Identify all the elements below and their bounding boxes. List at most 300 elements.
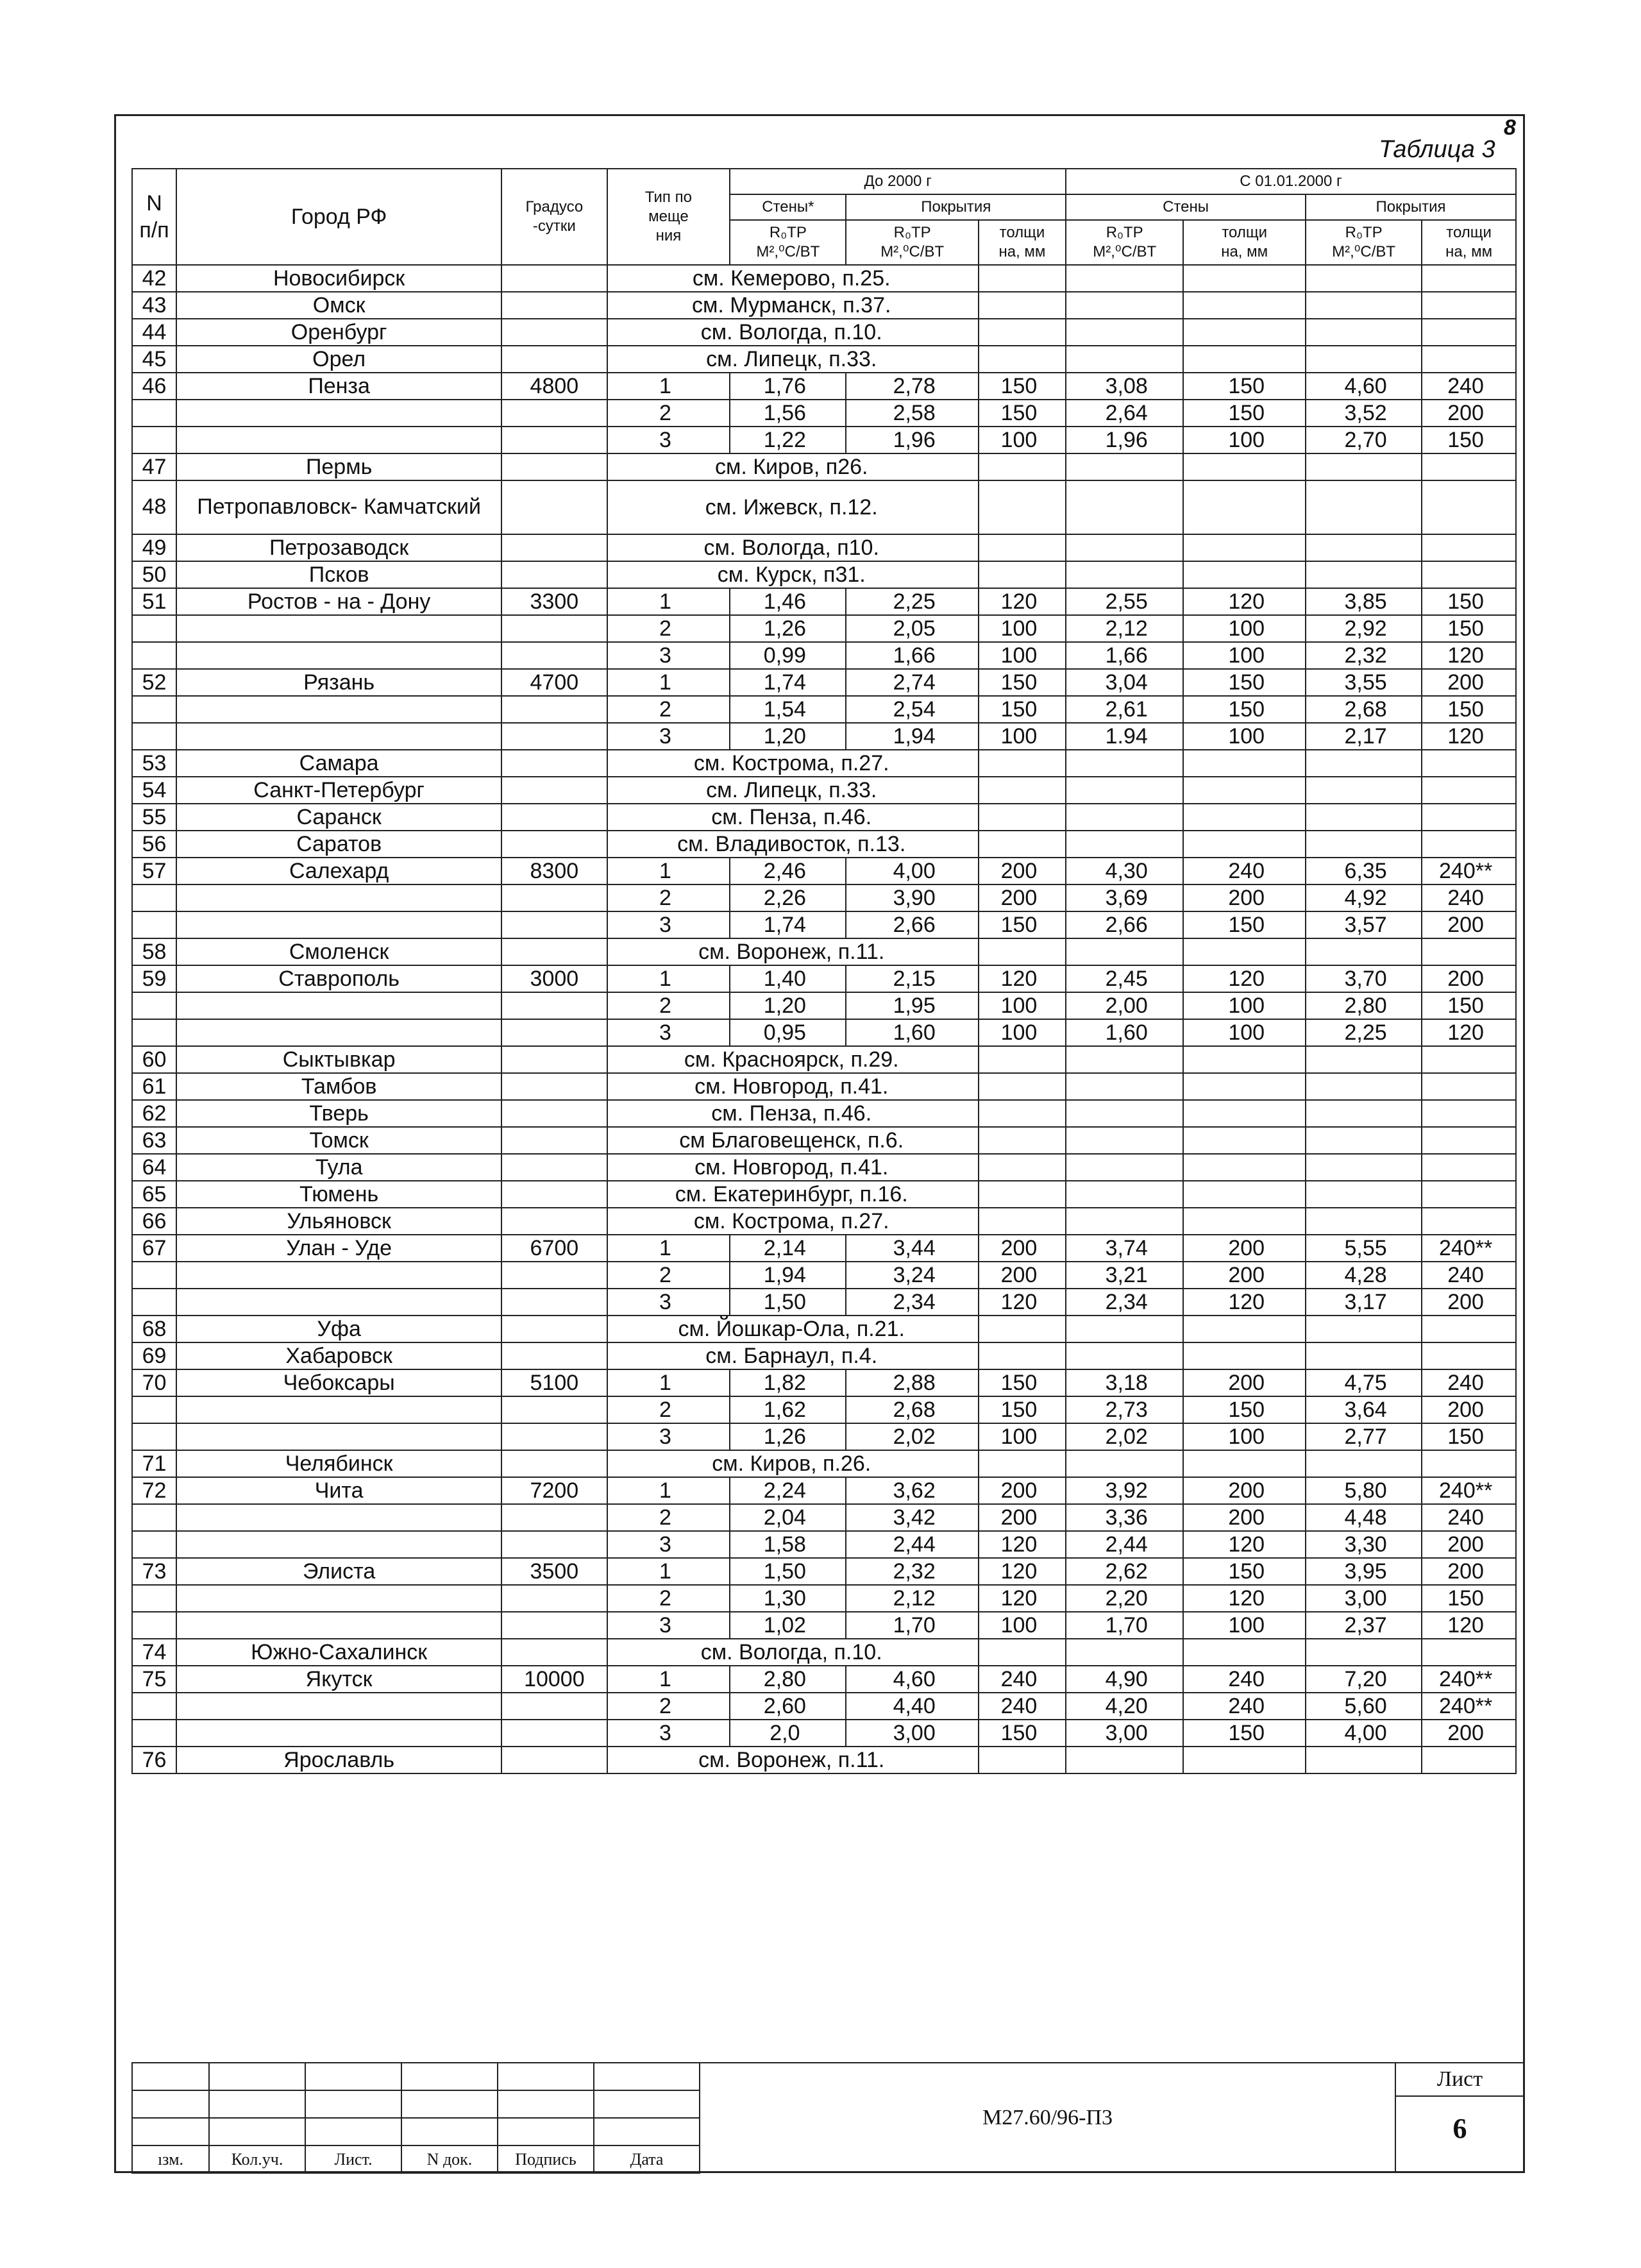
city-name: Улан - Уде [176,1235,501,1262]
empty-cell [1183,1316,1306,1342]
row-number [132,1019,176,1046]
r0tr-walls-old: 1,58 [730,1531,846,1558]
r0tr-cov-new: 2,92 [1306,615,1422,642]
thick-walls-new: 100 [1183,1019,1306,1046]
r0tr-cov-new: 2,17 [1306,723,1422,750]
r0tr-cov-new: 4,28 [1306,1262,1422,1289]
thick-cov-old: 150 [979,696,1066,723]
r0tr-walls-old: 1,20 [730,992,846,1019]
thick-cov-new: 200 [1422,1531,1516,1558]
table-row [132,1558,1516,1585]
stamp-cell [209,2063,305,2090]
degree-days [501,642,607,669]
table-title: Таблица 3 [1379,136,1495,163]
empty-cell [1422,1208,1516,1235]
empty-cell [979,1181,1066,1208]
table-row [132,1612,1516,1639]
room-type: 3 [607,723,730,750]
room-type: 1 [607,1666,730,1693]
empty-cell [501,1127,607,1154]
r0tr-cov-new: 2,70 [1306,427,1422,453]
r0tr-cov-new: 3,95 [1306,1558,1422,1585]
empty-cell [501,831,607,858]
thick-cov-old: 150 [979,669,1066,696]
table-row [132,965,1516,992]
stamp-cell [401,2118,498,2145]
row-number: 51 [132,588,176,615]
thick-cov-new: 120 [1422,642,1516,669]
table-row [132,696,1516,723]
header-r0tr-unit: R₀TP M²,⁰C/BT [1093,224,1157,260]
r0tr-walls-new: 3,21 [1066,1262,1183,1289]
r0tr-cov-old: 2,58 [846,400,978,427]
r0tr-cov-old: 3,90 [846,884,978,911]
degree-days [501,1693,607,1720]
degree-days [501,1612,607,1639]
city-name: Ростов - на - Дону [176,588,501,615]
r0tr-cov-new: 4,00 [1306,1720,1422,1747]
r0tr-cov-old: 1,94 [846,723,978,750]
city-name [176,1585,501,1612]
table-row [132,1639,1516,1666]
r0tr-cov-old: 2,32 [846,1558,978,1585]
thick-cov-new: 200 [1422,1396,1516,1423]
r0tr-walls-old: 2,26 [730,884,846,911]
table-row [132,265,1516,292]
stamp-cell [305,2090,401,2118]
r0tr-cov-old: 2,15 [846,965,978,992]
r0tr-walls-new: 4,30 [1066,858,1183,884]
table-row [132,1289,1516,1316]
city-name [176,615,501,642]
empty-cell [501,1316,607,1342]
room-type: 1 [607,965,730,992]
thick-walls-new: 100 [1183,723,1306,750]
reference-text: см. Кострома, п.27. [607,1208,979,1235]
row-number [132,1289,176,1316]
empty-cell [1183,319,1306,346]
row-number [132,400,176,427]
stamp-cell [401,2090,498,2118]
row-number [132,1504,176,1531]
thick-cov-new: 150 [1422,588,1516,615]
city-name: Орел [176,346,501,373]
thick-walls-new: 240 [1183,1666,1306,1693]
r0tr-cov-old: 4,00 [846,858,978,884]
r0tr-walls-new: 4,90 [1066,1666,1183,1693]
degree-days [501,1531,607,1558]
thick-cov-old: 120 [979,588,1066,615]
r0tr-cov-old: 4,60 [846,1666,978,1693]
row-number: 46 [132,373,176,400]
reference-text: см. Пенза, п.46. [607,804,979,831]
empty-cell [1306,561,1422,588]
empty-cell [501,1208,607,1235]
thick-cov-old: 150 [979,911,1066,938]
city-name: Петрозаводск [176,534,501,561]
degree-days [501,1585,607,1612]
r0tr-cov-new: 2,77 [1306,1423,1422,1450]
empty-cell [979,1127,1066,1154]
city-name [176,1396,501,1423]
empty-cell [1306,1450,1422,1477]
thick-cov-new: 240** [1422,1666,1516,1693]
row-number: 56 [132,831,176,858]
empty-cell [501,319,607,346]
city-name: Тамбов [176,1073,501,1100]
stamp-label-data: Дата [594,2145,700,2173]
empty-cell [1422,346,1516,373]
degree-days [501,723,607,750]
table-row [132,750,1516,777]
city-name [176,1612,501,1639]
empty-cell [979,804,1066,831]
city-name [176,992,501,1019]
empty-cell [501,292,607,319]
table-row [132,453,1516,480]
row-number [132,723,176,750]
empty-cell [1066,292,1183,319]
table-row [132,1585,1516,1612]
stamp-label-podpis: Подпись [498,2145,594,2173]
city-name [176,642,501,669]
header-n-label: N п/п [139,190,169,242]
thick-cov-old: 100 [979,427,1066,453]
header-walls-star: Стены* [730,194,846,220]
table-row [132,992,1516,1019]
empty-cell [979,534,1066,561]
thick-walls-new: 150 [1183,669,1306,696]
empty-cell [1422,1100,1516,1127]
r0tr-cov-old: 3,24 [846,1262,978,1289]
row-number: 53 [132,750,176,777]
r0tr-cov-new: 4,75 [1306,1369,1422,1396]
empty-cell [1422,750,1516,777]
thick-cov-new: 150 [1422,696,1516,723]
city-name: Сыктывкар [176,1046,501,1073]
reference-text: см Благовещенск, п.6. [607,1127,979,1154]
city-name: Санкт-Петербург [176,777,501,804]
r0tr-walls-old: 1,26 [730,1423,846,1450]
stamp-cell [132,2090,209,2118]
city-name [176,1423,501,1450]
empty-cell [979,480,1066,534]
r0tr-walls-old: 1,22 [730,427,846,453]
room-type: 3 [607,1531,730,1558]
table-row [132,938,1516,965]
thick-walls-new: 100 [1183,427,1306,453]
r0tr-cov-old: 1,95 [846,992,978,1019]
row-number [132,1720,176,1747]
city-name [176,1019,501,1046]
reference-text: см. Ижевск, п.12. [607,480,979,534]
r0tr-walls-old: 1,62 [730,1396,846,1423]
header-degree-days-label: Градусо -сутки [525,198,584,235]
empty-cell [1306,346,1422,373]
r0tr-walls-old: 2,46 [730,858,846,884]
thick-walls-new: 100 [1183,1423,1306,1450]
empty-cell [1422,1154,1516,1181]
r0tr-walls-new: 1,96 [1066,427,1183,453]
stamp-label-n-dok: N док. [401,2145,498,2173]
empty-cell [1183,534,1306,561]
table-row [132,911,1516,938]
r0tr-cov-new: 2,25 [1306,1019,1422,1046]
table-row [132,1127,1516,1154]
degree-days: 3300 [501,588,607,615]
reference-text: см. Вологда, п.10. [607,1639,979,1666]
row-number: 47 [132,453,176,480]
degree-days [501,696,607,723]
table-row [132,427,1516,453]
table-row [132,1342,1516,1369]
r0tr-walls-new: 3,69 [1066,884,1183,911]
table-row [132,1720,1516,1747]
city-name [176,884,501,911]
r0tr-walls-new: 2,64 [1066,400,1183,427]
thick-cov-new: 200 [1422,400,1516,427]
thick-walls-new: 200 [1183,1235,1306,1262]
stamp-cell [305,2118,401,2145]
stamp-cell [498,2118,594,2145]
r0tr-walls-new: 3,08 [1066,373,1183,400]
table-row [132,804,1516,831]
r0tr-walls-new: 3,04 [1066,669,1183,696]
row-number: 48 [132,480,176,534]
r0tr-cov-old: 2,78 [846,373,978,400]
thick-cov-new: 240** [1422,1693,1516,1720]
city-name: Пермь [176,453,501,480]
row-number: 72 [132,1477,176,1504]
thick-walls-new: 100 [1183,992,1306,1019]
room-type: 3 [607,1423,730,1450]
row-number: 62 [132,1100,176,1127]
reference-text: см. Киров, п26. [607,453,979,480]
r0tr-cov-new: 3,64 [1306,1396,1422,1423]
city-name: Тула [176,1154,501,1181]
header-degree-days [501,169,607,265]
row-number [132,1423,176,1450]
thick-walls-new: 150 [1183,1396,1306,1423]
empty-cell [1066,1154,1183,1181]
city-name: Саранск [176,804,501,831]
row-number: 43 [132,292,176,319]
thick-cov-new: 150 [1422,427,1516,453]
stamp-cell [209,2118,305,2145]
stamp-cell [132,2063,209,2090]
r0tr-cov-old: 2,66 [846,911,978,938]
header-type [607,169,730,265]
empty-cell [501,1639,607,1666]
row-number [132,615,176,642]
r0tr-walls-new: 1,66 [1066,642,1183,669]
empty-cell [1066,1127,1183,1154]
empty-cell [1066,1316,1183,1342]
row-number: 45 [132,346,176,373]
r0tr-walls-old: 1,74 [730,911,846,938]
thick-walls-new: 120 [1183,965,1306,992]
row-number [132,1585,176,1612]
empty-cell [979,1316,1066,1342]
room-type: 1 [607,1477,730,1504]
empty-cell [1183,777,1306,804]
empty-cell [1066,1208,1183,1235]
r0tr-walls-old: 0,95 [730,1019,846,1046]
empty-cell [1306,1639,1422,1666]
r0tr-walls-old: 1,56 [730,400,846,427]
row-number [132,1262,176,1289]
thick-walls-new: 120 [1183,588,1306,615]
city-name: Элиста [176,1558,501,1585]
row-number: 67 [132,1235,176,1262]
r0tr-cov-old: 3,42 [846,1504,978,1531]
empty-cell [1422,1181,1516,1208]
degree-days [501,884,607,911]
empty-cell [979,938,1066,965]
empty-cell [1066,777,1183,804]
table-row [132,319,1516,346]
empty-cell [1422,1127,1516,1154]
thick-cov-old: 120 [979,1558,1066,1585]
r0tr-walls-old: 1,20 [730,723,846,750]
empty-cell [1066,480,1183,534]
r0tr-cov-new: 3,00 [1306,1585,1422,1612]
row-number [132,884,176,911]
empty-cell [501,534,607,561]
header-city [176,169,501,265]
row-number: 50 [132,561,176,588]
r0tr-walls-new: 2,45 [1066,965,1183,992]
r0tr-cov-old: 1,70 [846,1612,978,1639]
empty-cell [1306,804,1422,831]
table-row [132,884,1516,911]
stamp-label-izm: ıзм. [132,2145,209,2173]
header-thick-cov-old [979,220,1066,265]
table-row [132,1046,1516,1073]
thick-walls-new: 150 [1183,696,1306,723]
thick-cov-new: 240 [1422,1262,1516,1289]
empty-cell [1306,1154,1422,1181]
r0tr-cov-new: 2,80 [1306,992,1422,1019]
table-row [132,561,1516,588]
empty-cell [1066,1073,1183,1100]
thick-cov-old: 240 [979,1666,1066,1693]
empty-cell [1422,777,1516,804]
r0tr-walls-new: 1.94 [1066,723,1183,750]
thick-cov-old: 100 [979,992,1066,1019]
thick-walls-new: 150 [1183,1558,1306,1585]
empty-cell [1422,265,1516,292]
thick-cov-new: 200 [1422,1558,1516,1585]
r0tr-cov-new: 6,35 [1306,858,1422,884]
empty-cell [1066,938,1183,965]
empty-cell [1183,1073,1306,1100]
data-table [131,168,1517,1774]
header-walls-new: Стены [1066,194,1306,220]
city-name: Южно-Сахалинск [176,1639,501,1666]
reference-text: см. Воронеж, п.11. [607,938,979,965]
empty-cell [1066,453,1183,480]
r0tr-walls-new: 4,20 [1066,1693,1183,1720]
r0tr-walls-new: 3,36 [1066,1504,1183,1531]
empty-cell [1306,1073,1422,1100]
r0tr-walls-new: 3,74 [1066,1235,1183,1262]
r0tr-cov-new: 3,57 [1306,911,1422,938]
empty-cell [1306,750,1422,777]
thick-cov-new: 200 [1422,1289,1516,1316]
thick-cov-new: 150 [1422,1585,1516,1612]
empty-cell [979,750,1066,777]
empty-cell [1183,1450,1306,1477]
r0tr-walls-new: 3,18 [1066,1369,1183,1396]
thick-cov-old: 100 [979,723,1066,750]
thick-cov-new: 240** [1422,858,1516,884]
thick-cov-new: 150 [1422,1423,1516,1450]
table-row [132,346,1516,373]
empty-cell [501,1450,607,1477]
r0tr-walls-old: 1,50 [730,1558,846,1585]
r0tr-walls-old: 1,26 [730,615,846,642]
degree-days: 8300 [501,858,607,884]
empty-cell [979,831,1066,858]
header-n [132,169,176,265]
empty-cell [1066,534,1183,561]
empty-cell [1306,1316,1422,1342]
empty-cell [979,777,1066,804]
degree-days: 3500 [501,1558,607,1585]
empty-cell [501,561,607,588]
empty-cell [501,265,607,292]
empty-cell [979,346,1066,373]
thick-cov-old: 240 [979,1693,1066,1720]
r0tr-walls-new: 2,62 [1066,1558,1183,1585]
empty-cell [1183,750,1306,777]
r0tr-cov-new: 5,80 [1306,1477,1422,1504]
r0tr-walls-new: 3,00 [1066,1720,1183,1747]
empty-cell [1066,1747,1183,1773]
city-name: Оренбург [176,319,501,346]
empty-cell [979,1046,1066,1073]
r0tr-cov-old: 3,62 [846,1477,978,1504]
empty-cell [1422,1747,1516,1773]
table-body [132,265,1516,1773]
r0tr-walls-new: 2,20 [1066,1585,1183,1612]
empty-cell [979,1154,1066,1181]
thick-cov-new: 240 [1422,884,1516,911]
sheet-label: Лист [1396,2063,1524,2097]
row-number: 68 [132,1316,176,1342]
thick-walls-new: 150 [1183,911,1306,938]
city-name: Ульяновск [176,1208,501,1235]
row-number: 52 [132,669,176,696]
row-number [132,992,176,1019]
reference-text: см. Липецк, п.33. [607,777,979,804]
thick-cov-old: 120 [979,965,1066,992]
room-type: 2 [607,884,730,911]
city-name: Чебоксары [176,1369,501,1396]
r0tr-walls-new: 2,12 [1066,615,1183,642]
thick-walls-new: 100 [1183,642,1306,669]
thick-cov-old: 120 [979,1585,1066,1612]
table-row [132,777,1516,804]
thick-cov-old: 200 [979,858,1066,884]
empty-cell [1306,480,1422,534]
header-coverings-old: Покрытия [846,194,1066,220]
table-row [132,292,1516,319]
room-type: 2 [607,1396,730,1423]
empty-cell [1066,1639,1183,1666]
thick-walls-new: 150 [1183,1720,1306,1747]
